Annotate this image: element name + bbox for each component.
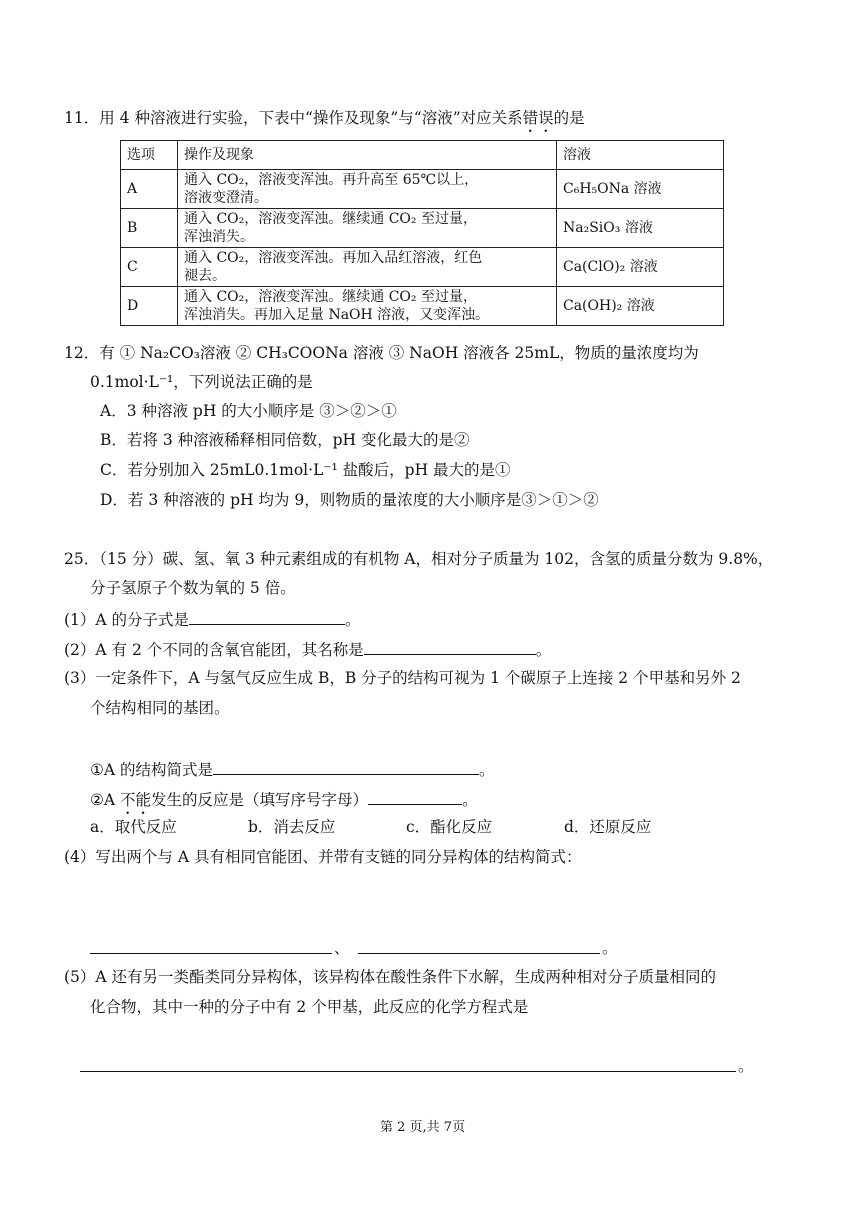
q25-intro-line1: 25．（15 分）碳、氢、氧 3 种元素组成的有机物 A，相对分子质量为 102，含氢的质量分数为 9.8%， bbox=[64, 550, 774, 568]
page-footer: 第 2 页,共 7页 bbox=[380, 1120, 466, 1135]
q12-option-c: C．若分别加入 25mL0.1mol·L⁻¹ 盐酸后，pH 最大的是① bbox=[100, 461, 511, 479]
q25-part3-line2: 个结构相同的基团。 bbox=[90, 699, 230, 717]
q12-option-b: B．若将 3 种溶液稀释相同倍数，pH 变化最大的是② bbox=[100, 431, 470, 449]
answer-blank[interactable] bbox=[368, 788, 462, 805]
header-solution: 溶液 bbox=[557, 141, 724, 170]
q25-part2: (2）A 有 2 个不同的含氧官能团，其名称是 。 bbox=[64, 638, 551, 660]
header-option: 选项 bbox=[121, 141, 178, 170]
emphasis-text: 不能 bbox=[120, 791, 152, 809]
row-solution: Ca(ClO)₂ 溶液 bbox=[557, 248, 724, 287]
q25-intro-line2: 分子氢原子个数为氧的 5 倍。 bbox=[90, 579, 296, 597]
answer-line-equation[interactable] bbox=[80, 1071, 736, 1072]
row-option: C bbox=[121, 248, 178, 287]
q25-part4: (4）写出两个与 A 具有相同官能团、并带有支链的同分异构体的结构简式： bbox=[64, 848, 582, 866]
row-operation: 通入 CO₂，溶液变浑浊。再加入品红溶液，红色 褪去。 bbox=[178, 248, 557, 287]
answer-blank[interactable] bbox=[364, 638, 536, 655]
q11-table bbox=[120, 140, 724, 326]
q25-part3-line1: (3）一定条件下，A 与氢气反应生成 B，B 分子的结构可视为 1 个碳原子上连接 2 个甲基和另外 2 bbox=[64, 669, 741, 687]
row-operation: 通入 CO₂，溶液变浑浊。继续通 CO₂ 至过量， 浑浊消失。 bbox=[178, 209, 557, 248]
q25-choice-d: d．还原反应 bbox=[564, 818, 652, 836]
row-option: A bbox=[121, 170, 178, 209]
q25-choice-b: b．消去反应 bbox=[248, 818, 336, 836]
table-row bbox=[121, 170, 724, 209]
period-mark: 。 bbox=[738, 1057, 754, 1075]
row-option: D bbox=[121, 287, 178, 326]
q25-choice-c: c．酯化反应 bbox=[406, 818, 493, 836]
q12-stem-line2: 0.1mol·L⁻¹，下列说法正确的是 bbox=[90, 373, 313, 391]
separator-mark: 、 bbox=[334, 939, 350, 957]
q25-part1: (1）A 的分子式是 。 bbox=[64, 608, 361, 630]
row-option: B bbox=[121, 209, 178, 248]
row-solution: C₆H₅ONa 溶液 bbox=[557, 170, 724, 209]
period-mark: 。 bbox=[602, 939, 618, 957]
row-operation: 通入 CO₂，溶液变浑浊。再升高至 65℃以上， 溶液变澄清。 bbox=[178, 170, 557, 209]
answer-line-2[interactable] bbox=[358, 953, 600, 954]
q11-stem: 11．用 4 种溶液进行实验，下表中“操作及现象”与“溶液”对应关系错误的是 bbox=[64, 109, 585, 127]
header-operation: 操作及现象 bbox=[178, 141, 557, 170]
row-solution: Ca(OH)₂ 溶液 bbox=[557, 287, 724, 326]
table-header-row bbox=[121, 141, 724, 170]
q25-choice-a: a．取代反应 bbox=[90, 818, 177, 836]
q25-part3-sub2: ②A 不能发生的反应是（填写序号字母） 。 bbox=[90, 788, 478, 818]
table-row bbox=[121, 248, 724, 287]
q25-part5-line2: 化合物，其中一种的分子中有 2 个甲基，此反应的化学方程式是 bbox=[90, 998, 529, 1016]
q25-part5-line1: (5）A 还有另一类酯类同分异构体，该异构体在酸性条件下水解，生成两种相对分子质量相同的 bbox=[64, 968, 717, 986]
row-solution: Na₂SiO₃ 溶液 bbox=[557, 209, 724, 248]
answer-blank[interactable] bbox=[189, 608, 345, 625]
emphasis-text: 错误 bbox=[522, 109, 554, 127]
table-row bbox=[121, 209, 724, 248]
q12-option-a: A．3 种溶液 pH 的大小顺序是 ③＞②＞① bbox=[100, 402, 397, 420]
answer-line-1[interactable] bbox=[90, 953, 332, 954]
answer-blank[interactable] bbox=[213, 758, 479, 775]
table-row bbox=[121, 287, 724, 326]
row-operation: 通入 CO₂，溶液变浑浊。继续通 CO₂ 至过量， 浑浊消失。再加入足量 NaOH 溶液，又变浑浊。 bbox=[178, 287, 557, 326]
q25-part3-sub1: ①A 的结构简式是 。 bbox=[90, 758, 495, 780]
q12-stem-line1: 12．有 ① Na₂CO₃溶液 ② CH₃COONa 溶液 ③ NaOH 溶液各 25mL，物质的量浓度均为 bbox=[64, 344, 699, 362]
q12-option-d: D．若 3 种溶液的 pH 均为 9，则物质的量浓度的大小顺序是③＞①＞② bbox=[100, 491, 599, 509]
